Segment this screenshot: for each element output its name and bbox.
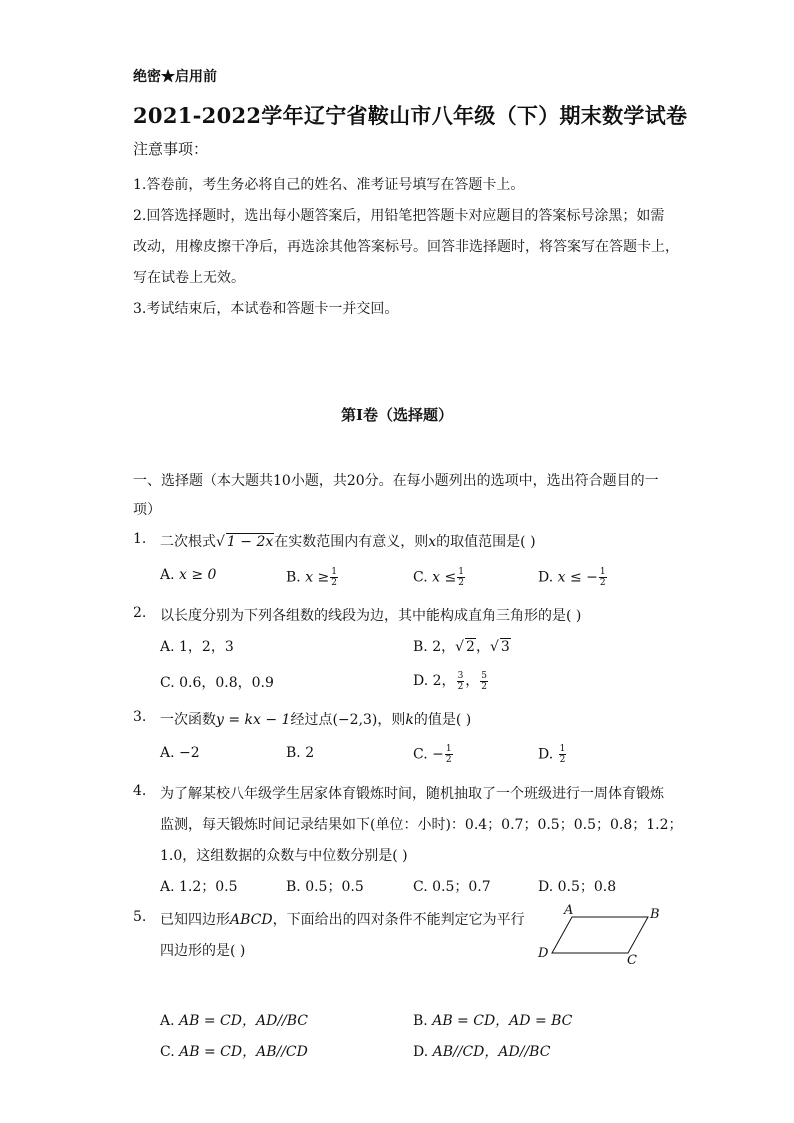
option-d[interactable]: [413, 1041, 550, 1061]
option-c[interactable]: [160, 1041, 308, 1061]
numerator: 1: [445, 744, 452, 754]
question-4-line-3: 1.0，这组数据的众数与中位数分别是( ): [160, 848, 408, 864]
q5-text-b: ，下面给出的四对条件不能判定它为平行: [272, 912, 525, 928]
section-title: 第I卷（选择题）: [340, 406, 454, 424]
option-text: x ≤ −: [557, 569, 598, 586]
question-1-text: [160, 531, 536, 551]
notice-item-1: 1.答卷前，考生务必将自己的姓名、准考证号填写在答题卡上。: [133, 177, 525, 193]
option-label: C.: [413, 569, 428, 586]
fraction: [330, 567, 338, 588]
question-number: 4.: [133, 783, 147, 799]
question-number: 5.: [133, 909, 147, 925]
q5-shape-name: ABCD: [230, 912, 273, 928]
q1-var: x: [428, 534, 437, 550]
notice-item-2-cont: 改动，用橡皮擦干净后，再选涂其他答案标号。回答非选择题时，将答案写在答题卡上，: [133, 239, 679, 255]
q3-text-c: 的值是( ): [413, 712, 472, 728]
parallelogram-diagram: [532, 902, 672, 966]
radicand: 3: [500, 639, 510, 655]
question-5-line-2: 四边形的是( ): [160, 943, 246, 959]
q3-expression: y = kx − 1: [216, 712, 291, 728]
radicand: 2: [466, 639, 475, 655]
fraction: [445, 744, 453, 765]
option-text: 0.5；0.8: [557, 879, 617, 895]
option-a[interactable]: [160, 876, 238, 896]
option-text: AB//CD，AD//BC: [432, 1044, 551, 1060]
q1-text-a: 二次根式: [160, 534, 216, 550]
option-label: A.: [160, 567, 175, 583]
fraction: [599, 567, 607, 588]
option-b[interactable]: [413, 636, 511, 656]
parallelogram-shape: [552, 917, 648, 953]
question-4-line-1: 为了解某校八年级学生居家体育锻炼时间，随机抽取了一个班级进行一周体育锻炼: [160, 786, 664, 802]
option-label: D.: [413, 1044, 429, 1060]
notice-item-3: 3.考试结束后，本试卷和答题卡一并交回。: [133, 301, 399, 317]
question-number: 2.: [133, 605, 147, 621]
option-text: −: [432, 746, 444, 763]
option-label: C.: [160, 675, 175, 691]
q5-text-a: 已知四边形: [160, 912, 230, 928]
option-text: 1，2，3: [179, 639, 234, 655]
q1-radicand: 1 − 2x: [226, 534, 274, 550]
denominator: 2: [559, 755, 566, 765]
option-b[interactable]: [286, 745, 314, 761]
option-label: A.: [160, 639, 175, 655]
denominator: 2: [458, 578, 464, 588]
vertex-label-c: C: [627, 953, 637, 966]
option-label: D.: [538, 879, 554, 895]
option-b[interactable]: [286, 876, 364, 896]
fraction: [457, 567, 465, 588]
option-label: B.: [286, 569, 301, 586]
option-d[interactable]: [538, 876, 616, 896]
option-label: B.: [286, 745, 301, 761]
denominator: 2: [445, 755, 452, 765]
option-label: B.: [413, 639, 428, 655]
option-label: A.: [160, 879, 175, 895]
option-text: −2: [179, 745, 200, 761]
option-a[interactable]: [160, 745, 200, 761]
q3-text-b: 经过点(−2,3)，则: [290, 712, 406, 728]
numerator: 1: [599, 567, 606, 577]
question-number: 3.: [133, 709, 147, 725]
option-label: B.: [286, 879, 301, 895]
notice-item-2: 2.回答选择题时，选出每小题答案后，用铅笔把答题卡对应题目的答案标号涂黑；如需: [133, 208, 665, 224]
option-a[interactable]: [160, 636, 234, 656]
option-label: D.: [538, 569, 554, 586]
vertex-label-a: A: [564, 903, 574, 918]
option-text: 2，: [432, 639, 456, 655]
exam-title: 2021-2022学年辽宁省鞍山市八年级（下）期末数学试卷: [133, 103, 688, 128]
option-text: 2，: [432, 673, 456, 689]
option-c[interactable]: [413, 567, 466, 588]
option-b[interactable]: [286, 567, 339, 588]
notice-heading: 注意事项：: [133, 140, 209, 158]
q1-text-c: 的取值范围是( ): [436, 534, 536, 550]
option-text: AB = CD，AD//BC: [179, 1013, 309, 1029]
vertex-label-d: D: [538, 946, 549, 961]
option-label: A.: [160, 745, 175, 761]
q3-var: k: [405, 712, 414, 728]
numerator: 1: [331, 567, 338, 577]
option-label: D.: [413, 673, 429, 689]
vertex-label-b: B: [650, 907, 660, 922]
option-c[interactable]: [413, 876, 491, 896]
option-label: C.: [413, 746, 428, 763]
question-4-line-2: 监测，每天锻炼时间记录结果如下(单位：小时)：0.4；0.7；0.5；0.5；0.8；1.2；: [160, 817, 683, 833]
option-label: A.: [160, 1013, 175, 1029]
confidential-label: 绝密★启用前: [133, 69, 217, 85]
sqrt-sign: √: [489, 639, 499, 655]
option-text: x ≤: [432, 569, 457, 586]
denominator: 2: [481, 681, 488, 692]
question-3-text: [160, 709, 471, 729]
option-text: 0.6，0.8，0.9: [179, 675, 274, 691]
option-c[interactable]: [160, 672, 274, 692]
denominator: 2: [331, 578, 338, 588]
denominator: 2: [457, 681, 464, 692]
option-b[interactable]: [413, 1010, 572, 1030]
option-text: 0.5；0.5: [305, 879, 364, 895]
option-label: C.: [160, 1044, 175, 1060]
part-intro: 一、选择题（本大题共10小题，共20分。在每小题列出的选项中，选出符合题目的一: [133, 473, 659, 489]
option-a[interactable]: [160, 567, 216, 583]
option-label: D.: [538, 746, 554, 763]
sqrt-sign: √: [455, 639, 465, 655]
question-2-text: 以长度分别为下列各组数的线段为边，其中能构成直角三角形的是( ): [160, 608, 582, 624]
question-number: 1.: [133, 531, 147, 547]
separator: ，: [465, 673, 480, 689]
option-text: AB = CD，AB//CD: [179, 1044, 308, 1060]
option-text: 0.5；0.7: [432, 879, 491, 895]
numerator: 1: [559, 744, 566, 754]
q1-text-b: 在实数范围内有意义，则: [274, 534, 429, 550]
option-text: 1.2；0.5: [179, 879, 238, 895]
option-d[interactable]: [538, 744, 567, 765]
option-d[interactable]: [413, 670, 489, 692]
separator: ，: [475, 639, 490, 655]
option-text: AB = CD，AD = BC: [432, 1013, 573, 1029]
fraction: [480, 671, 488, 692]
q1-sqrt-sign: √: [216, 534, 225, 550]
part-intro-cont: 项）: [133, 502, 161, 518]
option-label: C.: [413, 879, 428, 895]
fraction: [457, 671, 465, 692]
q3-text-a: 一次函数: [160, 712, 216, 728]
option-text: x ≥: [305, 569, 330, 586]
numerator: 5: [481, 670, 488, 681]
fraction: [559, 744, 567, 765]
option-text: x ≥ 0: [179, 567, 217, 583]
notice-item-2-end: 写在试卷上无效。: [133, 270, 245, 286]
option-c[interactable]: [413, 744, 454, 765]
denominator: 2: [599, 578, 606, 588]
option-a[interactable]: [160, 1010, 308, 1030]
numerator: 1: [458, 567, 464, 577]
question-5-line-1: [160, 909, 525, 929]
numerator: 3: [457, 670, 464, 681]
option-label: B.: [413, 1013, 428, 1029]
option-text: 2: [305, 745, 315, 761]
option-d[interactable]: [538, 567, 608, 588]
